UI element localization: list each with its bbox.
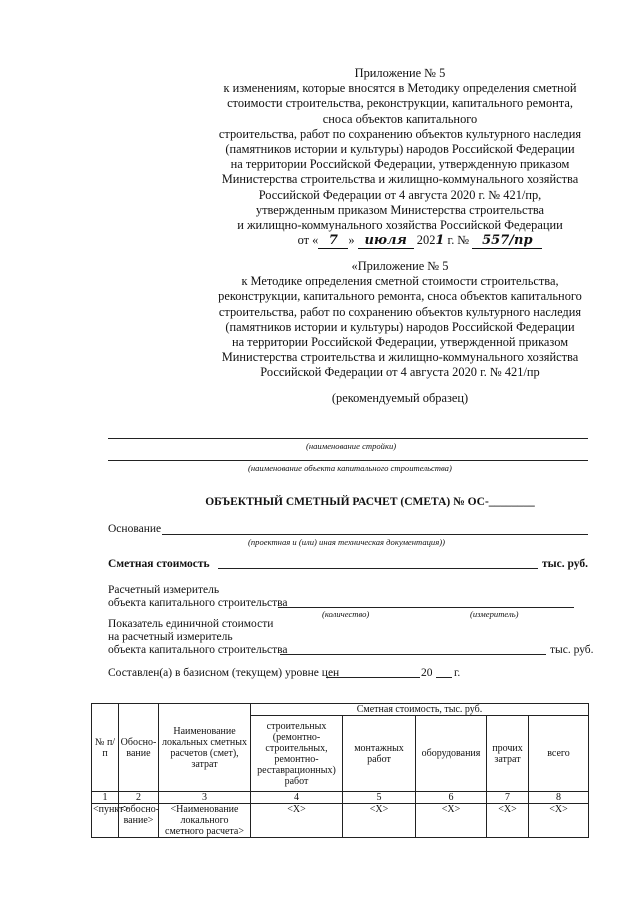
row-installation: <X>	[343, 804, 416, 838]
construction-caption: (наименование стройки)	[306, 441, 397, 451]
header-basis: Обосно-вание	[119, 704, 159, 792]
estimate-table	[91, 703, 589, 838]
column-number: 4	[251, 792, 343, 804]
appendix-title: Приложение № 5	[354, 66, 446, 80]
appendix-line: и жилищно-коммунального хозяйства Российской Федерации	[237, 218, 563, 233]
object-name-line	[108, 460, 588, 461]
compiled-label: Составлен(а) в базисном (текущем) уровне цен	[108, 667, 340, 679]
basis-label: Основание	[108, 523, 162, 535]
unit-cost-unit: тыс. руб.	[550, 644, 594, 656]
compiled-year: 20	[421, 667, 433, 679]
header-construction: строительных (ремонтно-строительных, ремонтно-реставрационных) работ	[251, 716, 343, 792]
header-total: всего	[529, 716, 589, 792]
handwritten-day: 7	[318, 233, 348, 249]
header-name: Наименование локальных сметных расчетов (смет), затрат	[159, 704, 251, 792]
appendix-line: сноса объектов капитального	[322, 111, 478, 126]
sample-note: (рекомендуемый образец)	[331, 391, 469, 405]
estimate-title: ОБЪЕКТНЫЙ СМЕТНЫЙ РАСЧЕТ (СМЕТА) № ОС-________	[205, 496, 535, 508]
measure-caption: (измеритель)	[470, 609, 519, 619]
appendix-line: (памятников истории и культуры) народов Российской Федерации	[225, 142, 575, 157]
meter-label-1: Расчетный измеритель	[108, 584, 220, 596]
methodology-title: «Приложение № 5	[351, 259, 449, 273]
column-number: 8	[529, 792, 589, 804]
quantity-caption: (количество)	[322, 609, 370, 619]
column-number: 3	[159, 792, 251, 804]
cost-label: Сметная стоимость	[108, 558, 210, 570]
order-date-line: от « 7 » июля 2021 г. № 557/пр	[230, 233, 610, 249]
row-name: <Наименование локального сметного расчета>	[159, 804, 251, 838]
appendix-block	[190, 66, 610, 249]
header-installation: монтажных работ	[343, 716, 416, 792]
header-group-cost: Сметная стоимость, тыс. руб.	[251, 704, 589, 716]
appendix-line: строительства, работ по сохранению объектов культурного наследия	[218, 126, 582, 141]
unit-cost-line	[280, 654, 546, 655]
column-number: 7	[487, 792, 529, 804]
header-equipment: оборудования	[416, 716, 487, 792]
handwritten-month: июля	[358, 233, 414, 249]
handwritten-year: 1	[435, 233, 445, 249]
compiled-year-line	[436, 677, 452, 678]
column-number: 1	[92, 792, 119, 804]
cost-unit: тыс. руб.	[542, 558, 588, 570]
appendix-line: Министерства строительства и жилищно-коммунального хозяйства	[221, 172, 579, 187]
header-number: № п/п	[92, 704, 119, 792]
appendix-line: на территории Российской Федерации, утвержденную приказом	[230, 157, 570, 172]
column-number: 2	[119, 792, 159, 804]
methodology-line: реконструкции, капитального ремонта, сноса объектов капитального	[218, 289, 582, 304]
row-construction: <X>	[251, 804, 343, 838]
meter-line	[278, 607, 574, 608]
basis-caption: (проектная и (или) иная техническая документация))	[248, 537, 445, 547]
appendix-line: Российской Федерации от 4 августа 2020 г. № 421/пр,	[258, 187, 542, 202]
header-other: прочих затрат	[487, 716, 529, 792]
object-caption: (наименование объекта капитального строительства)	[248, 463, 452, 473]
column-number: 6	[416, 792, 487, 804]
row-basis: <обосно-вание>	[119, 804, 159, 838]
row-total: <X>	[529, 804, 589, 838]
appendix-line: к изменениям, которые вносятся в Методику определения сметной	[223, 81, 577, 96]
unit-cost-label-2: на расчетный измеритель	[108, 631, 233, 643]
methodology-block	[190, 259, 610, 381]
cost-line	[218, 568, 538, 569]
construction-name-line	[108, 438, 588, 439]
methodology-line: строительства, работ по сохранению объектов культурного наследия	[218, 304, 582, 319]
unit-cost-label-3: объекта капитального строительства	[108, 644, 288, 656]
basis-line	[162, 534, 588, 535]
meter-label-2: объекта капитального строительства	[108, 597, 288, 609]
methodology-line: на территории Российской Федерации, утвержденной приказом	[231, 335, 569, 350]
column-number: 5	[343, 792, 416, 804]
methodology-line: Министерства строительства и жилищно-коммунального хозяйства	[221, 350, 579, 365]
methodology-line: к Методике определения сметной стоимости строительства,	[241, 274, 559, 289]
appendix-line: стоимости строительства, реконструкции, капитального ремонта,	[227, 96, 573, 111]
row-other: <X>	[487, 804, 529, 838]
compiled-suffix: г.	[454, 667, 461, 679]
row-item: <пункт>	[92, 804, 119, 838]
methodology-line: Российской Федерации от 4 августа 2020 г. № 421/пр	[260, 365, 540, 380]
appendix-line: утвержденным приказом Министерства строительства	[255, 202, 545, 217]
compiled-level-line	[326, 677, 420, 678]
unit-cost-label-1: Показатель единичной стоимости	[108, 618, 274, 630]
row-equipment: <X>	[416, 804, 487, 838]
handwritten-order-number: 557/пр	[472, 233, 542, 249]
methodology-line: (памятников истории и культуры) народов Российской Федерации	[225, 319, 575, 334]
